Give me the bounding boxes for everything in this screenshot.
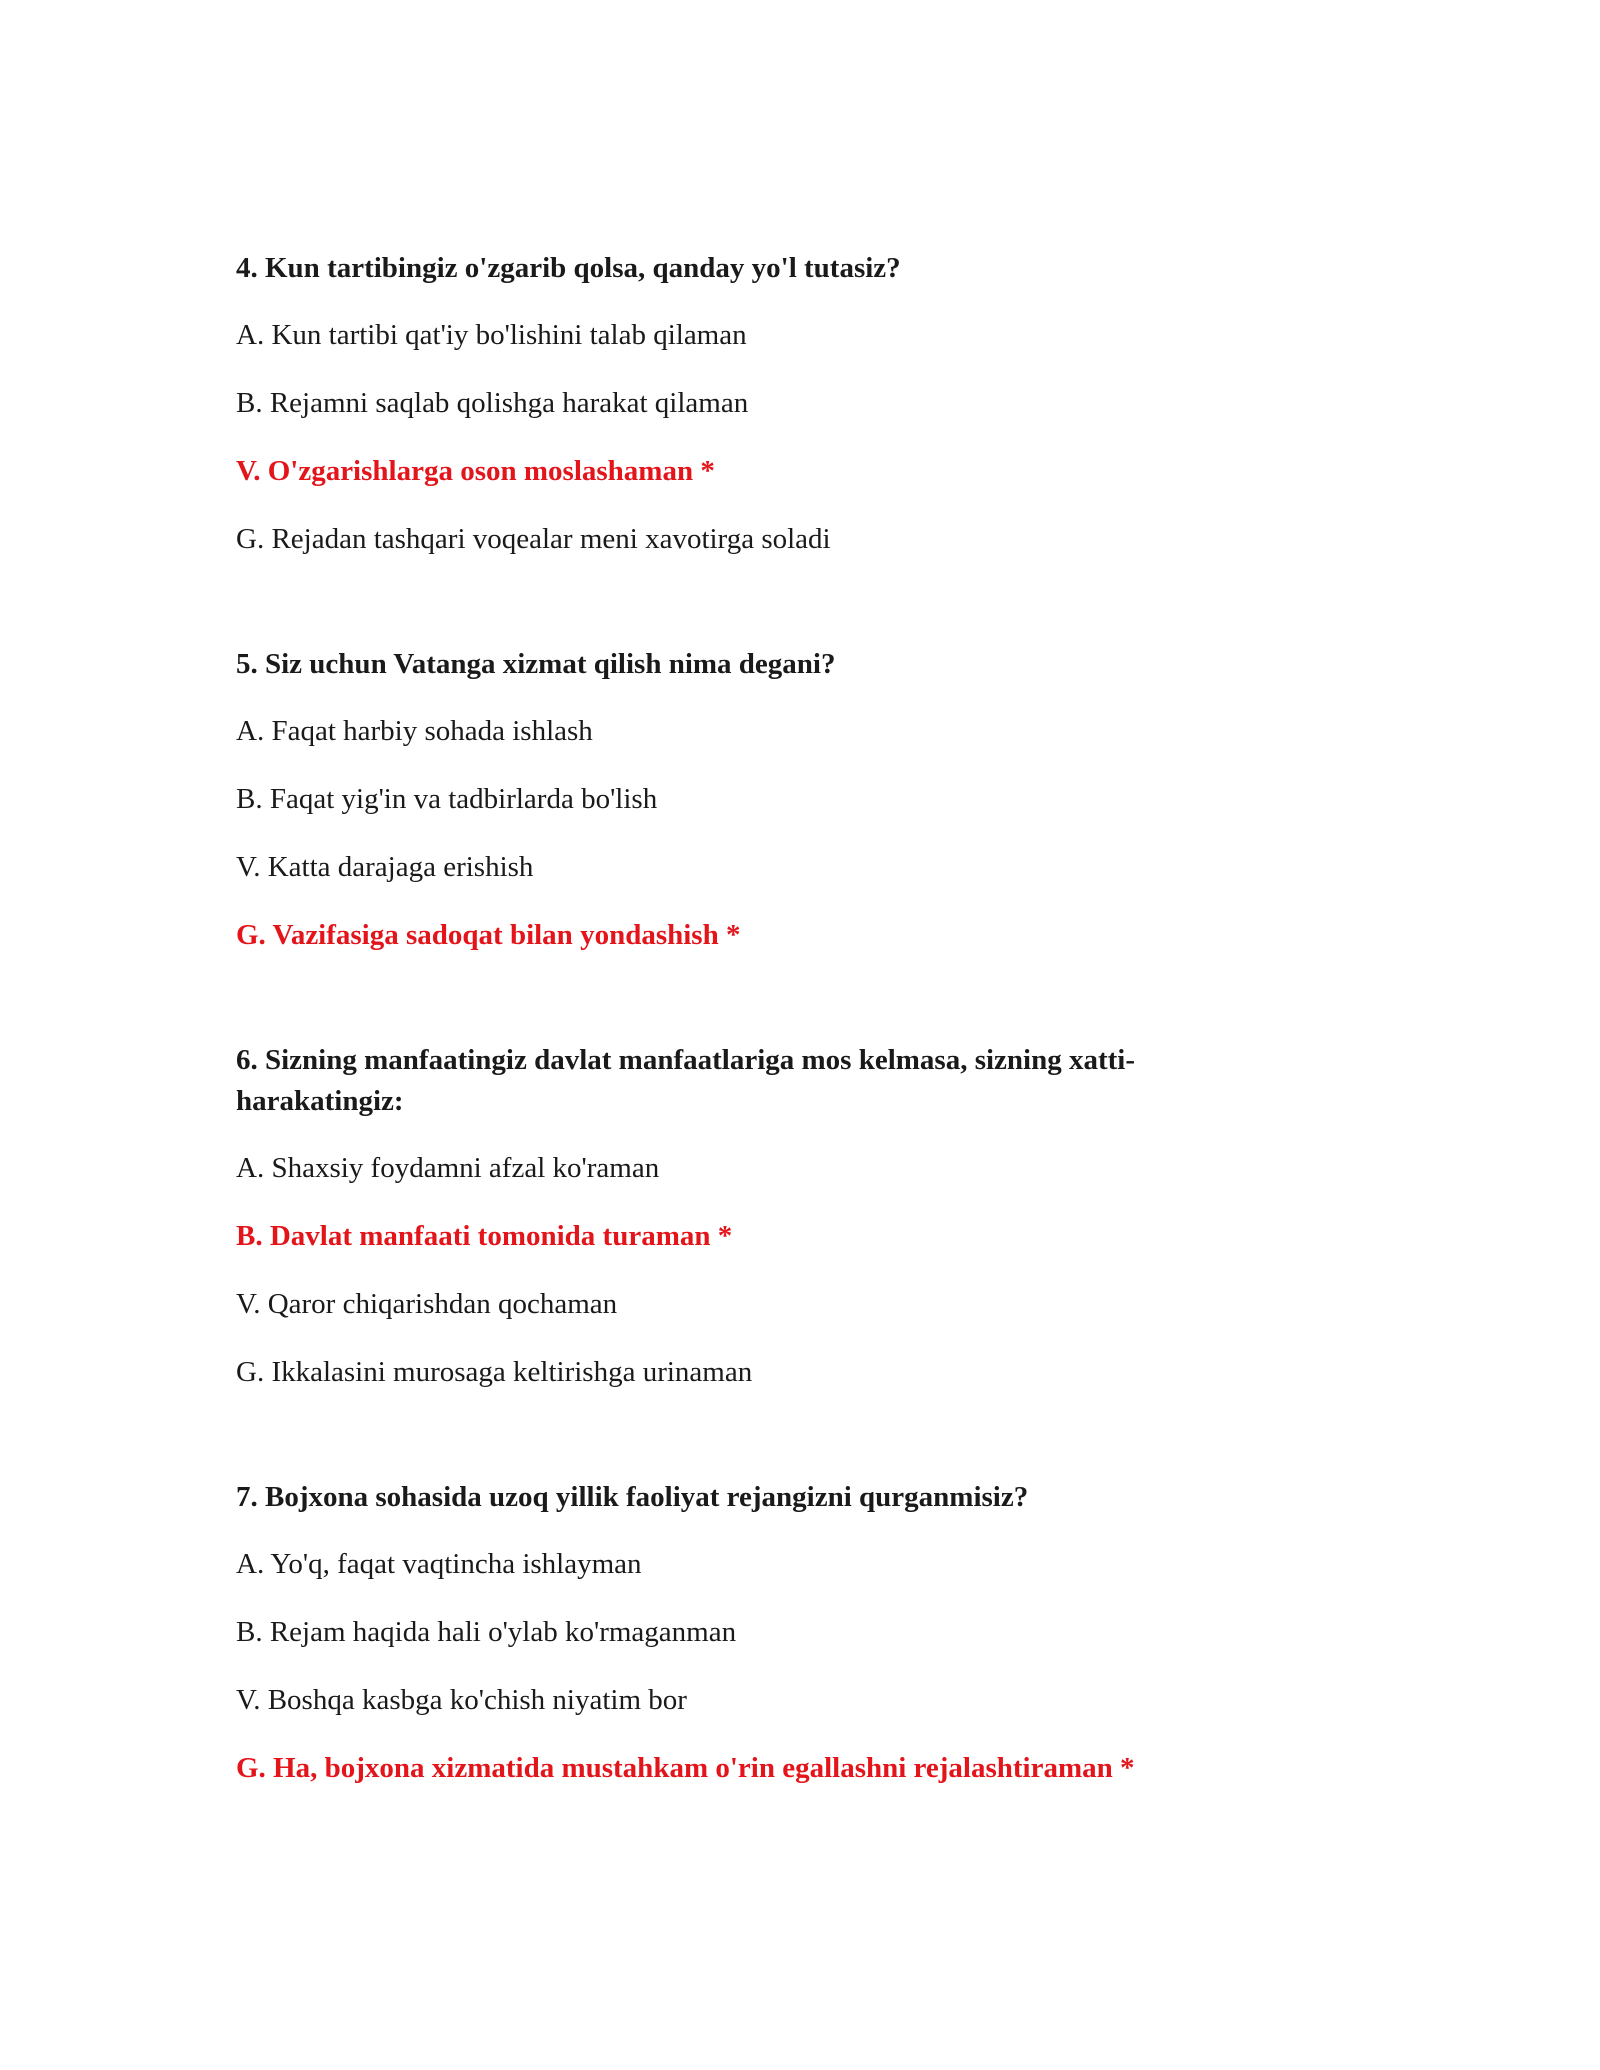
answer-option-a: A. Shaxsiy foydamni afzal ko'raman [236, 1152, 660, 1184]
answer-option-b: B. Rejam haqida hali o'ylab ko'rmaganman [236, 1616, 737, 1648]
answer-option-v: V. Katta darajaga erishish [236, 851, 534, 883]
question-text: 7. Bojxona sohasida uzoq yillik faoliyat rejangizni qurganmisiz? [236, 1481, 1029, 1513]
question-text: 4. Kun tartibingiz o'zgarib qolsa, qanday yo'l tutasiz? [236, 252, 901, 284]
answer-option-g: G. Ikkalasini murosaga keltirishga urinaman [236, 1356, 753, 1388]
answer-option-v: V. Qaror chiqarishdan qochaman [236, 1288, 618, 1320]
answer-option-g-correct: G. Ha, bojxona xizmatida mustahkam o'rin egallashni rejalashtiraman * [236, 1752, 1135, 1784]
question-block-7 [236, 1477, 1296, 1789]
question-text: 6. Sizning manfaatingiz davlat manfaatlariga mos kelmasa, sizning xatti-harakatingiz: [236, 1044, 1136, 1117]
answer-option-g-correct: G. Vazifasiga sadoqat bilan yondashish * [236, 919, 741, 951]
document-page [236, 248, 1296, 1873]
answer-option-a: A. Faqat harbiy sohada ishlash [236, 715, 593, 747]
answer-option-v: V. Boshqa kasbga ko'chish niyatim bor [236, 1684, 687, 1716]
answer-option-v-correct: V. O'zgarishlarga oson moslashaman * [236, 455, 715, 487]
answer-option-b: B. Faqat yig'in va tadbirlarda bo'lish [236, 783, 658, 815]
question-block-4 [236, 248, 1296, 560]
question-block-5 [236, 644, 1296, 956]
answer-option-a: A. Yo'q, faqat vaqtincha ishlayman [236, 1548, 642, 1580]
answer-option-g: G. Rejadan tashqari voqealar meni xavotirga soladi [236, 523, 831, 555]
answer-option-a: A. Kun tartibi qat'iy bo'lishini talab qilaman [236, 319, 747, 351]
answer-option-b: B. Rejamni saqlab qolishga harakat qilaman [236, 387, 749, 419]
question-text: 5. Siz uchun Vatanga xizmat qilish nima degani? [236, 648, 836, 680]
question-block-6 [236, 1040, 1296, 1393]
answer-option-b-correct: B. Davlat manfaati tomonida turaman * [236, 1220, 733, 1252]
